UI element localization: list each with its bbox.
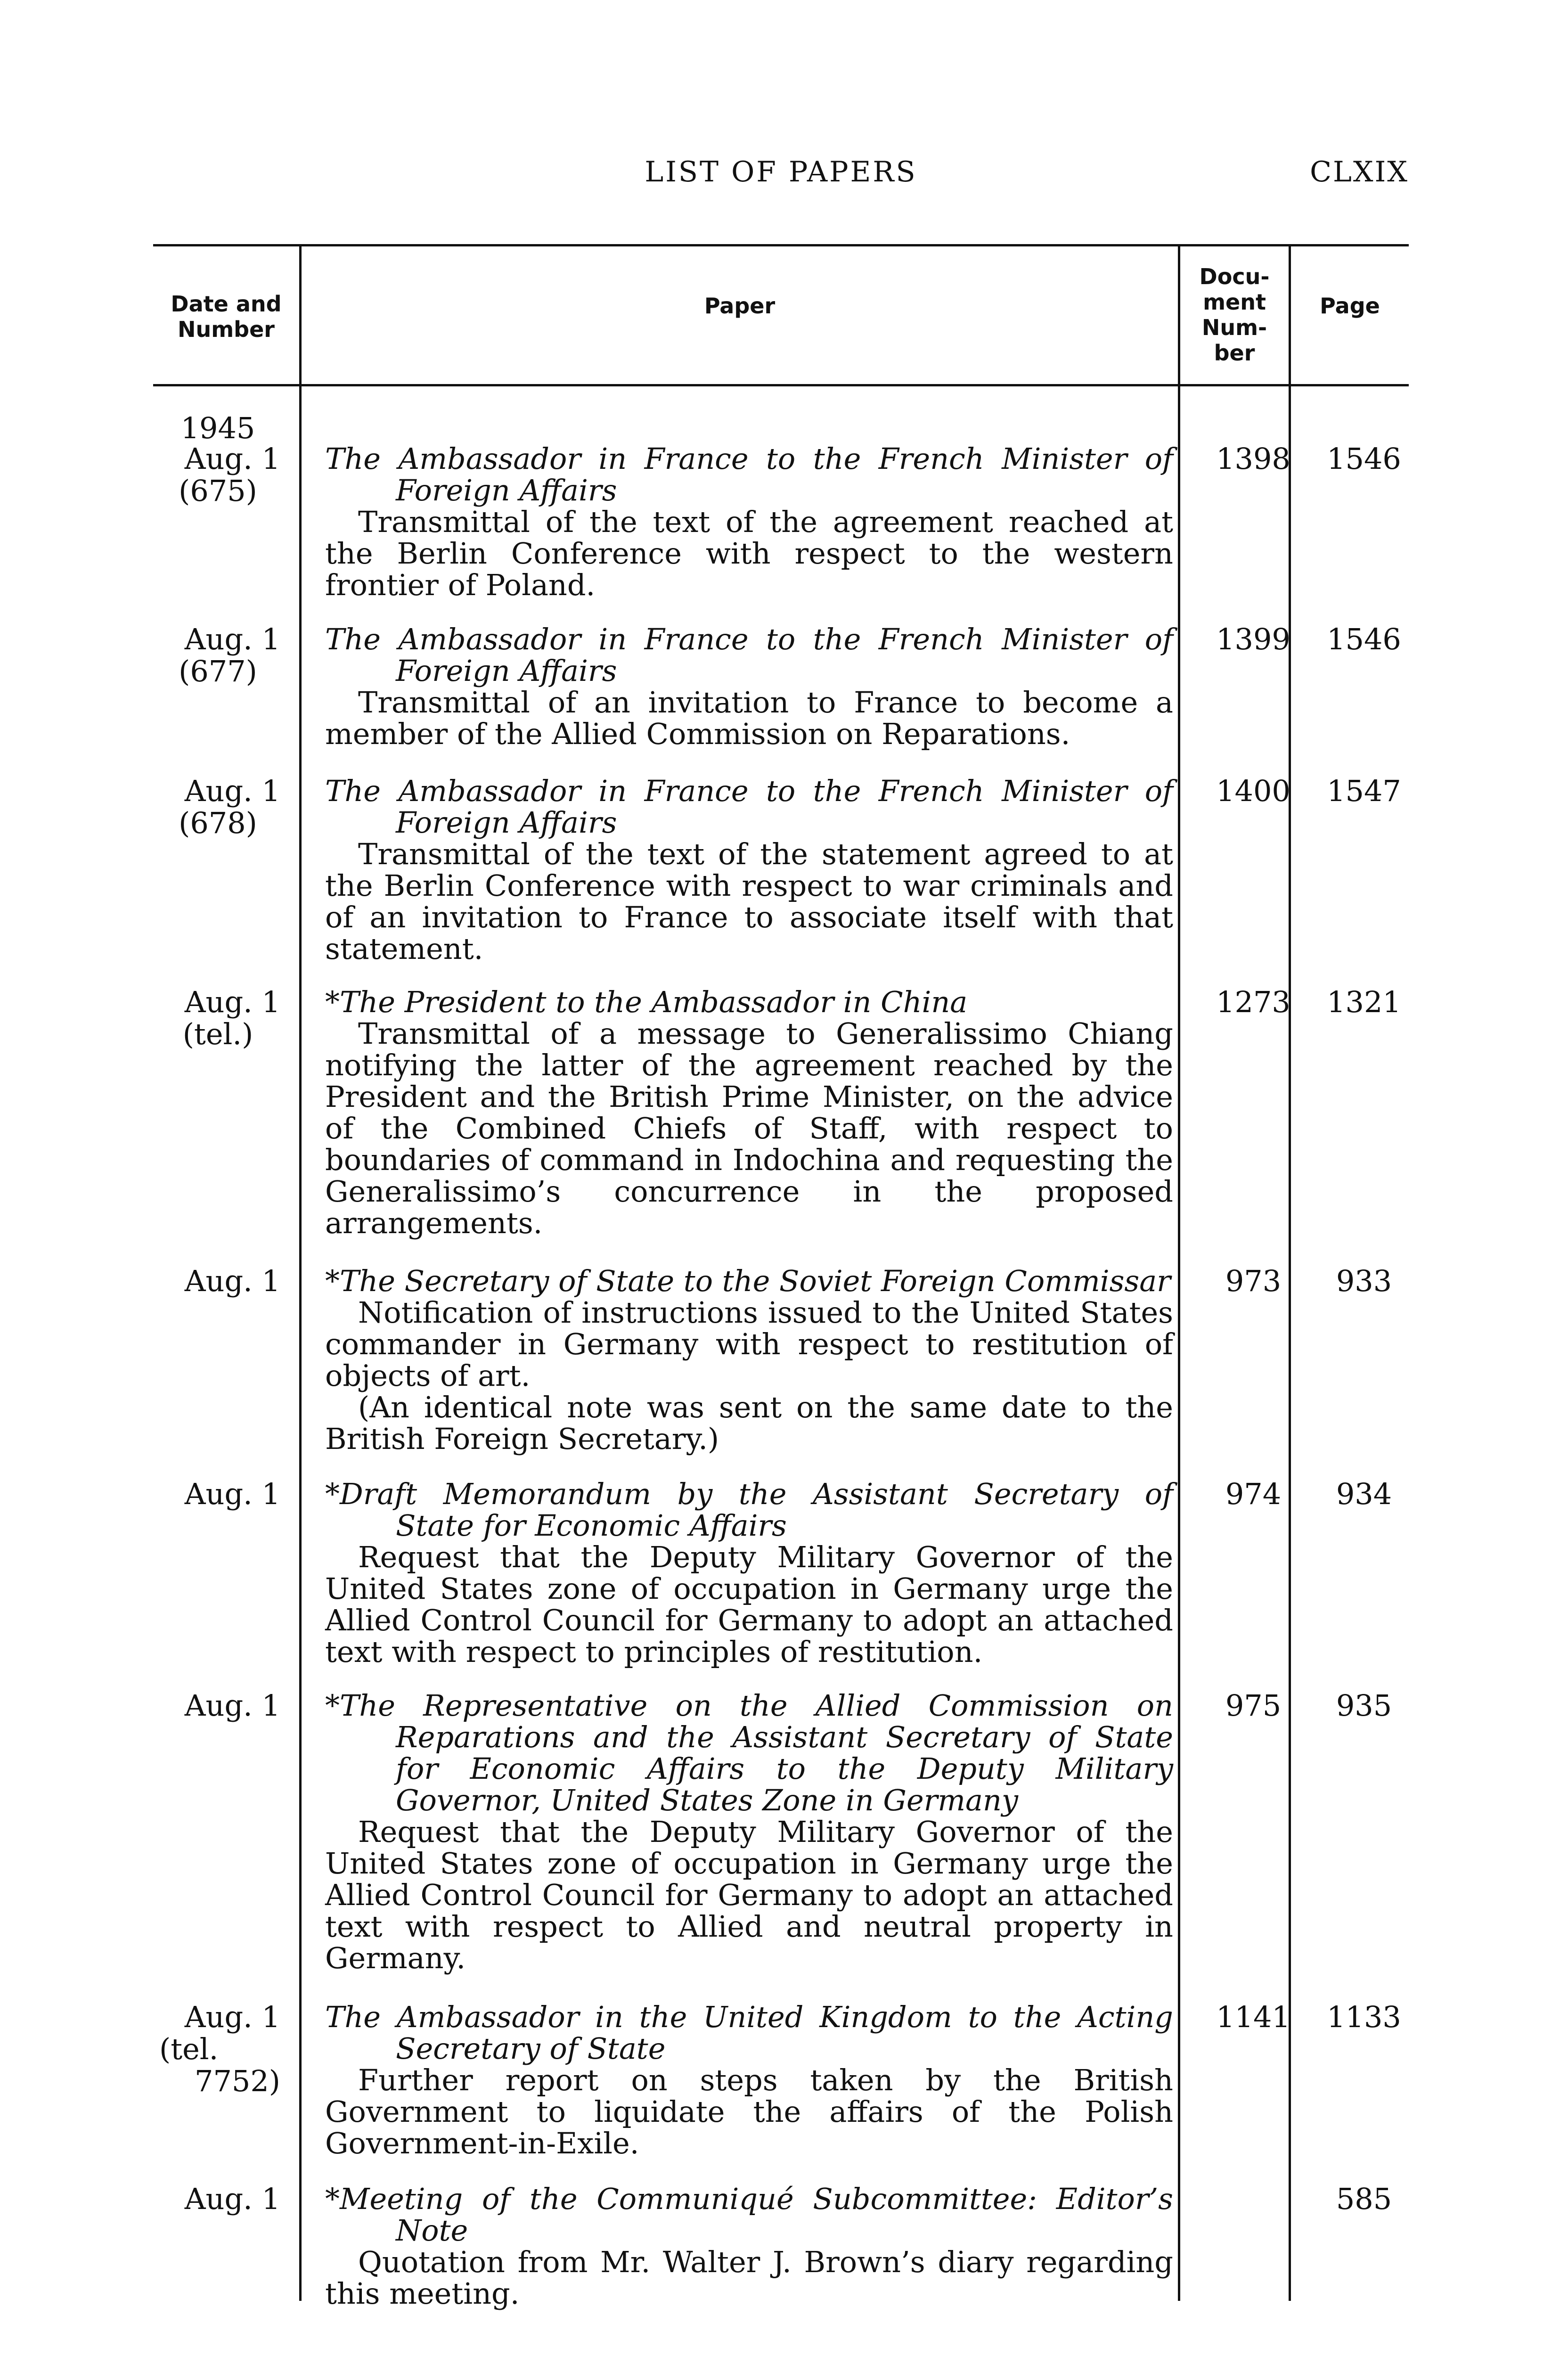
row-page-number: 1546 bbox=[1327, 442, 1401, 476]
column-header-docnum-line2: ment bbox=[1203, 289, 1266, 315]
row-description: Transmittal of an invitation to France to become a member of the Allied Commission on Reparations. bbox=[325, 685, 1173, 751]
row-title-line: The Ambassador in France to the French Minister of bbox=[325, 774, 1173, 808]
column-header-docnum-line4: ber bbox=[1214, 340, 1255, 366]
row-date-text: Aug. 1 bbox=[184, 2182, 280, 2216]
row-title-line: Foreign Affairs bbox=[396, 473, 617, 507]
column-header-paper bbox=[302, 293, 1178, 319]
row-document-number: 1141 bbox=[1216, 2000, 1290, 2034]
row-date-text: Aug. 1 bbox=[184, 442, 280, 476]
row-date-text: Aug. 1 bbox=[184, 1477, 280, 1511]
row-paper bbox=[325, 1690, 1173, 1974]
table-top-rule bbox=[153, 244, 1409, 246]
row-number-text: (678) bbox=[179, 806, 257, 840]
row-document-number: 975 bbox=[1225, 1688, 1282, 1723]
row-date bbox=[155, 986, 280, 1050]
row-date-text: Aug. 1 bbox=[184, 985, 280, 1019]
row-title-line: Governor, United States Zone in Germany bbox=[396, 1783, 1018, 1817]
row-date-text: Aug. 1 bbox=[184, 774, 280, 808]
row-paper bbox=[325, 986, 1173, 1239]
row-title-line: Note bbox=[396, 2213, 468, 2248]
row-date bbox=[155, 443, 280, 507]
row-date-text: Aug. 1 bbox=[184, 622, 280, 656]
row-title bbox=[325, 1478, 1173, 1541]
row-title-line: The Ambassador in France to the French Minister of bbox=[325, 442, 1173, 476]
column-header-page bbox=[1291, 293, 1409, 319]
row-date bbox=[155, 1265, 280, 1297]
row-document-number: 974 bbox=[1225, 1477, 1282, 1511]
row-page-number: 933 bbox=[1336, 1264, 1392, 1298]
row-description: Request that the Deputy Military Governor of the United States zone of occupation in Germany urge the Allied Control Council for Germany to adopt an attached text with respect to Allied and neutral property in Germany. bbox=[325, 1815, 1173, 1975]
row-paper bbox=[325, 443, 1173, 601]
row-document-number: 1399 bbox=[1216, 622, 1290, 656]
row-title-line: *The President to the Ambassador in China bbox=[325, 985, 968, 1019]
row-title bbox=[325, 623, 1173, 687]
row-paper bbox=[325, 2183, 1173, 2309]
running-title: LIST OF PAPERS bbox=[645, 155, 917, 188]
row-number-text: (677) bbox=[179, 654, 257, 688]
row-paper bbox=[325, 1265, 1173, 1455]
row-number-text: (675) bbox=[179, 474, 257, 508]
row-document-number: 1273 bbox=[1216, 985, 1290, 1019]
column-header-docnum bbox=[1180, 264, 1289, 366]
column-header-docnum-line1: Docu- bbox=[1199, 264, 1270, 289]
row-page-number: 934 bbox=[1336, 1477, 1392, 1511]
row-document-number: 1400 bbox=[1216, 774, 1290, 808]
row-title bbox=[325, 775, 1173, 838]
page-folio: CLXIX bbox=[1310, 155, 1409, 188]
row-title bbox=[325, 443, 1173, 506]
row-document-number: 973 bbox=[1225, 1264, 1282, 1298]
row-date bbox=[155, 2001, 280, 2097]
row-page-number: 1547 bbox=[1327, 774, 1401, 808]
row-page-number: 1546 bbox=[1327, 622, 1401, 656]
row-title-line: *Meeting of the Communiqué Subcommittee: Editor’s bbox=[325, 2182, 1173, 2216]
row-description: Transmittal of the text of the statement agreed to at the Berlin Conference with respect to war criminals and of an invitation to France to associate itself with that statement. bbox=[325, 837, 1173, 966]
row-title-line: Foreign Affairs bbox=[396, 654, 617, 688]
year-text: 1945 bbox=[180, 411, 255, 445]
row-title bbox=[325, 1265, 1173, 1297]
row-title-line: *The Secretary of State to the Soviet Foreign Commissar bbox=[325, 1264, 1171, 1298]
column-header-date bbox=[153, 291, 299, 342]
row-title bbox=[325, 1690, 1173, 1816]
column-header-date-line2: Number bbox=[178, 317, 275, 342]
row-description: Transmittal of a message to Generalissimo Chiang notifying the latter of the agreement reached by the President and the British Prime Minister, on the advice of the Combined Chiefs of Staff, with respect to boundaries of command in Indochina and requesting the Generalissimo’s concurrence in the proposed arrangements. bbox=[325, 1016, 1173, 1240]
row-paper bbox=[325, 2001, 1173, 2159]
row-description: Quotation from Mr. Walter J. Brown’s diary regarding this meeting. bbox=[325, 2245, 1173, 2311]
row-date bbox=[155, 775, 280, 839]
row-date bbox=[155, 1478, 280, 1510]
row-title-line: The Ambassador in the United Kingdom to the Acting bbox=[325, 2000, 1173, 2034]
row-number-text: (tel.) bbox=[182, 1017, 253, 1051]
row-page-number: 1133 bbox=[1327, 2000, 1401, 2034]
column-divider-1 bbox=[299, 244, 302, 2301]
row-page-number: 935 bbox=[1336, 1688, 1392, 1723]
row-date bbox=[155, 1690, 280, 1722]
row-date bbox=[155, 623, 280, 687]
header-bottom-rule bbox=[153, 384, 1409, 386]
row-title-line: Secretary of State bbox=[396, 2031, 666, 2066]
row-date-text: Aug. 1 bbox=[184, 2000, 280, 2034]
column-header-paper-label: Paper bbox=[704, 293, 776, 319]
row-description-note: (An identical note was sent on the same date to the British Foreign Secretary.) bbox=[325, 1390, 1173, 1456]
row-title-line: State for Economic Affairs bbox=[396, 1508, 787, 1543]
row-number-text: (tel. bbox=[159, 2032, 219, 2066]
row-title-line: Foreign Affairs bbox=[396, 805, 617, 840]
row-paper bbox=[325, 623, 1173, 750]
row-number-text: 7752) bbox=[195, 2064, 280, 2098]
row-title-line: for Economic Affairs to the Deputy Military bbox=[396, 1751, 1173, 1786]
row-title bbox=[325, 986, 1173, 1018]
row-document-number: 1398 bbox=[1216, 442, 1290, 476]
column-divider-2 bbox=[1178, 244, 1180, 2301]
row-paper bbox=[325, 775, 1173, 965]
row-description: Notification of instructions issued to the United States commander in Germany with respect to restitution of objects of art. bbox=[325, 1295, 1173, 1393]
row-date-text: Aug. 1 bbox=[184, 1688, 280, 1723]
row-title-line: Reparations and the Assistant Secretary of State bbox=[396, 1720, 1173, 1754]
running-head bbox=[153, 155, 1409, 193]
year-label bbox=[155, 412, 280, 444]
row-description: Further report on steps taken by the British Government to liquidate the affairs of the Polish Government-in-Exile. bbox=[325, 2063, 1173, 2160]
row-paper bbox=[325, 1478, 1173, 1668]
row-title-line: The Ambassador in France to the French Minister of bbox=[325, 622, 1173, 656]
column-header-page-label: Page bbox=[1320, 293, 1380, 319]
column-header-date-line1: Date and bbox=[171, 291, 282, 317]
row-page-number: 1321 bbox=[1327, 985, 1401, 1019]
row-title bbox=[325, 2183, 1173, 2246]
row-date-text: Aug. 1 bbox=[184, 1264, 280, 1298]
row-date bbox=[155, 2183, 280, 2215]
row-title-line: *The Representative on the Allied Commission on bbox=[325, 1688, 1173, 1723]
row-page-number: 585 bbox=[1336, 2182, 1392, 2216]
row-title-line: *Draft Memorandum by the Assistant Secretary of bbox=[325, 1477, 1173, 1511]
row-title bbox=[325, 2001, 1173, 2064]
row-description: Transmittal of the text of the agreement reached at the Berlin Conference with respect to the western frontier of Poland. bbox=[325, 505, 1173, 602]
column-header-docnum-line3: Num- bbox=[1201, 315, 1267, 340]
row-description: Request that the Deputy Military Governor of the United States zone of occupation in Germany urge the Allied Control Council for Germany to adopt an attached text with respect to principles of restitution. bbox=[325, 1540, 1173, 1669]
